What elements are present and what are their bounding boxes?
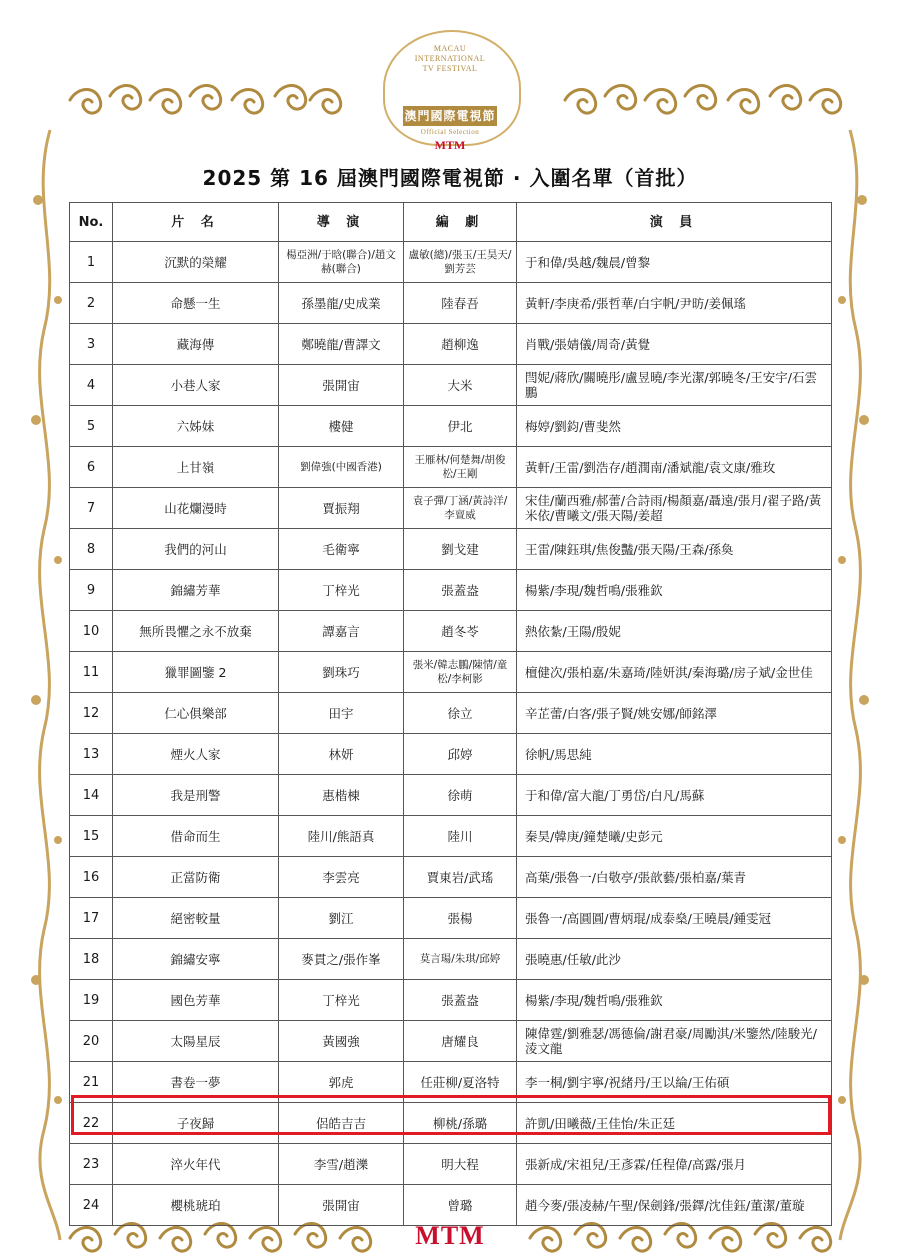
cell-director: 丁梓光 [279, 570, 404, 611]
cell-cast: 張曉惠/任敏/此沙 [517, 939, 832, 980]
cell-title: 山花爛漫時 [113, 488, 279, 529]
cell-writer: 盧敏(總)/張玉/王昊天/劉芳芸 [404, 242, 517, 283]
cell-writer: 袁子彈/丁涵/黃詩洋/李亶威 [404, 488, 517, 529]
top-right-ornament [565, 86, 841, 114]
table-row [70, 365, 832, 406]
cell-cast: 黃軒/李庚希/張哲華/白宇帆/尹昉/姜佩瑤 [517, 283, 832, 324]
cell-title: 獵罪圖鑒 2 [113, 652, 279, 693]
cell-director: 陸川/熊語真 [279, 816, 404, 857]
cell-cast: 高葉/張魯一/白敬亭/張歆藝/張柏嘉/葉青 [517, 857, 832, 898]
table-row [70, 816, 832, 857]
cell-director: 張開宙 [279, 365, 404, 406]
festival-logo [373, 30, 527, 150]
cell-writer: 賈東岩/武瑤 [404, 857, 517, 898]
cell-director: 侶皓吉吉 [279, 1103, 404, 1144]
table-row [70, 529, 832, 570]
table-row [70, 283, 832, 324]
table-row [70, 980, 832, 1021]
table-row [70, 1185, 832, 1226]
cell-cast: 許凱/田曦薇/王佳怡/朱正廷 [517, 1103, 832, 1144]
cell-no: 5 [70, 406, 113, 447]
nominee-table [69, 202, 832, 1226]
table-row [70, 324, 832, 365]
table-row [70, 693, 832, 734]
cell-title: 我是刑警 [113, 775, 279, 816]
cell-no: 17 [70, 898, 113, 939]
cell-no: 7 [70, 488, 113, 529]
cell-no: 10 [70, 611, 113, 652]
table-row [70, 734, 832, 775]
cell-writer: 張米/韓志鵬/陳情/童松/李柯影 [404, 652, 517, 693]
cell-no: 14 [70, 775, 113, 816]
cell-cast: 楊紫/李現/魏哲鳴/張雅欽 [517, 980, 832, 1021]
cell-cast: 宋佳/蘭西雅/郝蕾/合詩雨/楊顏嘉/聶遠/張月/翟子路/黃米依/曹曦文/張天陽/姜超 [517, 488, 832, 529]
cell-cast: 于和偉/富大龍/丁勇岱/白凡/馬蘇 [517, 775, 832, 816]
cell-title: 小巷人家 [113, 365, 279, 406]
col-header-cast: 演 員 [517, 203, 832, 242]
cell-title: 六姊妹 [113, 406, 279, 447]
cell-cast: 肖戰/張婧儀/周奇/黃覺 [517, 324, 832, 365]
cell-writer: 柳桃/孫璐 [404, 1103, 517, 1144]
table-row [70, 857, 832, 898]
cell-title: 我們的河山 [113, 529, 279, 570]
cell-cast: 楊紫/李現/魏哲鳴/張雅欽 [517, 570, 832, 611]
cell-writer: 趙冬苓 [404, 611, 517, 652]
cell-no: 21 [70, 1062, 113, 1103]
cell-writer: 王雁林/何楚舞/胡俊松/王剛 [404, 447, 517, 488]
cell-director: 郭虎 [279, 1062, 404, 1103]
table-header-row [70, 203, 832, 242]
table-row [70, 898, 832, 939]
highlight-box-row-22 [71, 1095, 831, 1135]
cell-title: 上甘嶺 [113, 447, 279, 488]
cell-writer: 曾璐 [404, 1185, 517, 1226]
cell-no: 19 [70, 980, 113, 1021]
cell-no: 20 [70, 1021, 113, 1062]
cell-writer: 張蓋盎 [404, 980, 517, 1021]
cell-title: 借命而生 [113, 816, 279, 857]
cell-cast: 檀健次/張柏嘉/朱嘉琦/陸妍淇/秦海璐/房子斌/金世佳 [517, 652, 832, 693]
cell-cast: 張魯一/高圓圓/曹炳琨/成泰燊/王曉晨/鍾雯冠 [517, 898, 832, 939]
cell-cast: 趙今麥/張凌赫/午聖/保劍鋒/張鐸/沈佳鈺/董潔/董璇 [517, 1185, 832, 1226]
logo-selection: Official Selection [420, 128, 480, 136]
table-row [70, 652, 832, 693]
logo-line-2: INTERNATIONAL [414, 54, 486, 63]
cell-no: 6 [70, 447, 113, 488]
cell-cast: 辛芷蕾/白客/張子賢/姚安娜/師銘澤 [517, 693, 832, 734]
page-title: 2025 第 16 屆澳門國際電視節 · 入圍名單（首批） [202, 166, 698, 190]
cell-title: 命懸一生 [113, 283, 279, 324]
cell-director: 賈振翔 [279, 488, 404, 529]
cell-title: 淬火年代 [113, 1144, 279, 1185]
cell-no: 22 [70, 1103, 113, 1144]
logo-line-3: TV FESTIVAL [422, 64, 478, 73]
table-row [70, 1144, 832, 1185]
cell-writer: 大米 [404, 365, 517, 406]
cell-no: 1 [70, 242, 113, 283]
table-row [70, 939, 832, 980]
cell-director: 林妍 [279, 734, 404, 775]
col-header-director: 導 演 [279, 203, 404, 242]
cell-director: 麥貫之/張作峯 [279, 939, 404, 980]
logo-line-1: MACAU [433, 44, 467, 53]
cell-title: 錦繡芳華 [113, 570, 279, 611]
cell-director: 黃國強 [279, 1021, 404, 1062]
table-row [70, 488, 832, 529]
cell-writer: 張楊 [404, 898, 517, 939]
logo-brand: MTM [434, 138, 466, 152]
cell-title: 錦繡安寧 [113, 939, 279, 980]
cell-writer: 任莊柳/夏洛特 [404, 1062, 517, 1103]
cell-title: 書卷一夢 [113, 1062, 279, 1103]
cell-no: 9 [70, 570, 113, 611]
table-row [70, 611, 832, 652]
cell-no: 16 [70, 857, 113, 898]
table-row [70, 775, 832, 816]
cell-director: 鄭曉龍/曹譯文 [279, 324, 404, 365]
cell-title: 藏海傳 [113, 324, 279, 365]
cell-cast: 張新成/宋祖兒/王彥霖/任程偉/高露/張月 [517, 1144, 832, 1185]
table-row [70, 242, 832, 283]
cell-cast: 梅婷/劉鈞/曹斐然 [517, 406, 832, 447]
cell-writer: 陸川 [404, 816, 517, 857]
cell-writer: 邱婷 [404, 734, 517, 775]
cell-writer: 趙柳逸 [404, 324, 517, 365]
cell-cast: 秦昊/韓庚/鐘楚曦/史彭元 [517, 816, 832, 857]
cell-cast: 李一桐/劉宇寧/祝緒丹/王以綸/王佑碩 [517, 1062, 832, 1103]
cell-writer: 陸春吾 [404, 283, 517, 324]
cell-no: 18 [70, 939, 113, 980]
cell-writer: 伊北 [404, 406, 517, 447]
col-header-title: 片 名 [113, 203, 279, 242]
cell-cast: 陳偉霆/劉雅瑟/馮德倫/謝君豪/周勵淇/米鑒然/陸駿光/淩文龍 [517, 1021, 832, 1062]
cell-no: 23 [70, 1144, 113, 1185]
cell-director: 毛衛寧 [279, 529, 404, 570]
cell-title: 太陽星辰 [113, 1021, 279, 1062]
cell-title: 絕密較量 [113, 898, 279, 939]
cell-writer: 唐耀良 [404, 1021, 517, 1062]
cell-title: 無所畏懼之永不放棄 [113, 611, 279, 652]
cell-director: 劉珠巧 [279, 652, 404, 693]
cell-cast: 于和偉/吳越/魏晨/曾黎 [517, 242, 832, 283]
cell-writer: 莫言瑒/朱琪/邱婷 [404, 939, 517, 980]
cell-writer: 張蓋盎 [404, 570, 517, 611]
table-row [70, 1021, 832, 1062]
table-row [70, 570, 832, 611]
cell-director: 孫墨龍/史成業 [279, 283, 404, 324]
cell-director: 楊亞洲/于晗(聯合)/趙文赫(聯合) [279, 242, 404, 283]
cell-cast: 熱依紮/王陽/殷妮 [517, 611, 832, 652]
table-row [70, 406, 832, 447]
cell-no: 4 [70, 365, 113, 406]
cell-director: 譚嘉言 [279, 611, 404, 652]
cell-title: 正當防衛 [113, 857, 279, 898]
cell-director: 田宇 [279, 693, 404, 734]
cell-title: 煙火人家 [113, 734, 279, 775]
footer-brand: MTM [415, 1221, 485, 1250]
cell-no: 11 [70, 652, 113, 693]
cell-director: 樓健 [279, 406, 404, 447]
col-header-no: No. [70, 203, 113, 242]
cell-no: 8 [70, 529, 113, 570]
cell-no: 24 [70, 1185, 113, 1226]
cell-title: 櫻桃琥珀 [113, 1185, 279, 1226]
col-header-writer: 編 劇 [404, 203, 517, 242]
cell-director: 李雲亮 [279, 857, 404, 898]
cell-no: 12 [70, 693, 113, 734]
cell-no: 3 [70, 324, 113, 365]
cell-cast: 徐帆/馬思純 [517, 734, 832, 775]
cell-title: 國色芳華 [113, 980, 279, 1021]
cell-writer: 明大程 [404, 1144, 517, 1185]
cell-title: 仁心俱樂部 [113, 693, 279, 734]
cell-director: 李雪/趙濼 [279, 1144, 404, 1185]
table-row [70, 447, 832, 488]
cell-writer: 徐立 [404, 693, 517, 734]
logo-plate: 澳門國際電視節 [403, 106, 497, 126]
cell-cast: 王雷/陳鈺琪/焦俊豔/張天陽/王森/孫奐 [517, 529, 832, 570]
cell-no: 15 [70, 816, 113, 857]
cell-title: 沉默的榮耀 [113, 242, 279, 283]
cell-cast: 黃軒/王雷/劉浩存/趙潤南/潘斌龍/袁文康/雅玫 [517, 447, 832, 488]
cell-director: 張開宙 [279, 1185, 404, 1226]
cell-director: 丁梓光 [279, 980, 404, 1021]
cell-no: 13 [70, 734, 113, 775]
cell-writer: 劉戈建 [404, 529, 517, 570]
cell-director: 惠楷棟 [279, 775, 404, 816]
cell-director: 劉偉強(中國香港) [279, 447, 404, 488]
top-left-ornament [70, 86, 341, 114]
cell-director: 劉江 [279, 898, 404, 939]
cell-writer: 徐萌 [404, 775, 517, 816]
cell-no: 2 [70, 283, 113, 324]
cell-cast: 閆妮/蔣欣/關曉彤/盧昱曉/李光潔/郭曉冬/王安宇/石雲鵬 [517, 365, 832, 406]
cell-title: 子夜歸 [113, 1103, 279, 1144]
